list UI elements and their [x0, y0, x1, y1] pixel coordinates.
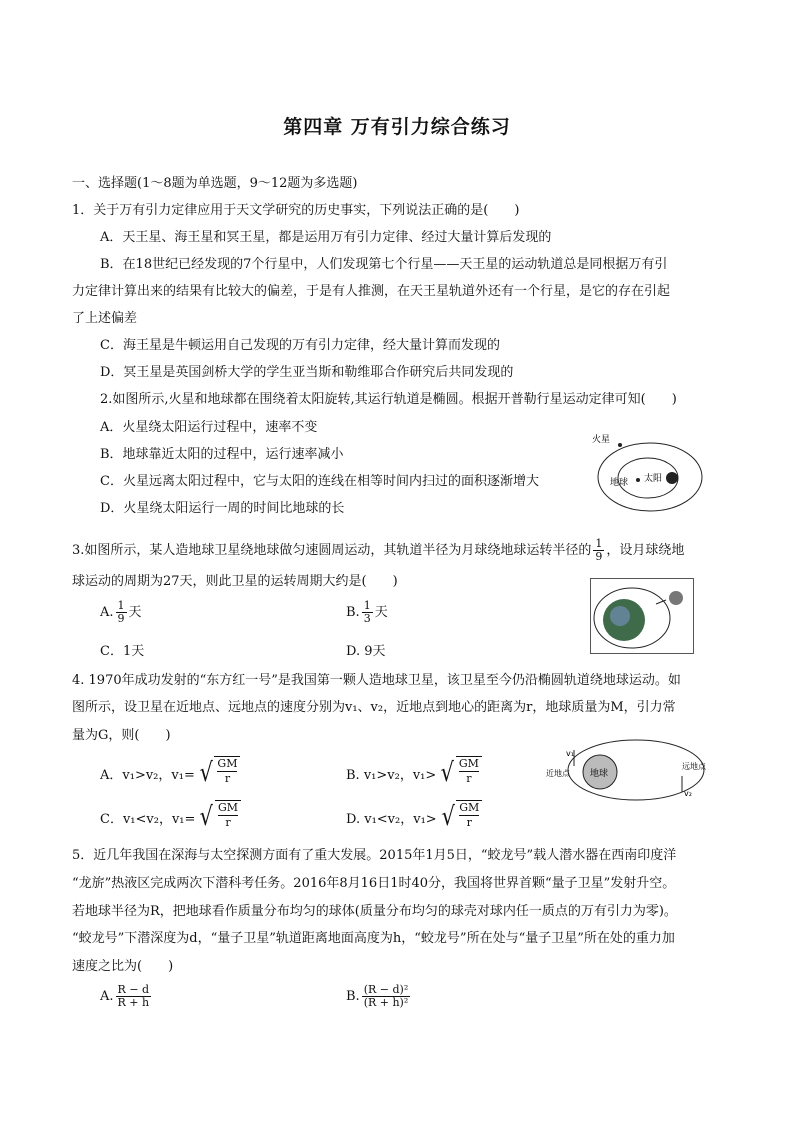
q3-stem-text-b: ，设月球绕地: [606, 543, 685, 558]
q5-a-den: R + h: [117, 996, 150, 1009]
earth-label: 地球: [590, 769, 609, 779]
q4-c-gm: GM: [217, 801, 239, 814]
q1-option-d: D．冥王星是英国剑桥大学的学生亚当斯和勒维耶合作研究后共同发现的: [100, 365, 514, 380]
q3-b-num: 1: [363, 599, 371, 612]
q3-option-b-frac: [362, 600, 373, 625]
q4-stem-line2: 图所示，设卫星在近地点、远地点的速度分别为v₁、v₂，近地点到地心的距离为r，地球质量为M，引力常: [72, 700, 676, 715]
q3-a-unit: 天: [128, 605, 142, 620]
q4-option-b: [346, 756, 482, 790]
q5-option-b-frac: [362, 984, 411, 1009]
mars-label: 火星: [592, 435, 611, 445]
far-point-label: 远地点: [682, 762, 706, 771]
q4-stem-line3: 量为G，则( ): [72, 728, 171, 743]
q3-a-num: 1: [117, 599, 125, 612]
sun-icon: [666, 472, 678, 484]
q3-b-den: 3: [363, 612, 371, 625]
q4-option-d-text: D. v₁<v₂，v₁>: [346, 811, 437, 827]
q4-option-b-text: B. v₁>v₂，v₁>: [346, 767, 437, 783]
q4-a-gm: GM: [217, 757, 238, 770]
q5-option-b: [346, 984, 412, 1009]
q3-option-b: [346, 600, 388, 625]
q3-fraction: [593, 538, 604, 563]
v1-label: v₁: [566, 749, 574, 758]
q5-option-a-label: A.: [100, 989, 114, 1004]
q5-line5: 速度之比为( ): [72, 959, 174, 974]
q4-b-r: r: [466, 772, 472, 785]
q5-option-a: [100, 984, 153, 1009]
q2-stem: 2.如图所示,火星和地球都在围绕着太阳旋转,其运行轨道是椭圆。根据开普勒行星运动定律可知( ): [100, 392, 677, 407]
earth-label: 地球: [610, 478, 629, 488]
q4-stem-line1: 4. 1970年成功发射的“东方红一号”是我国第一颗人造地球卫星，该卫星至今仍沿椭圆轨道绕地球运动。如: [72, 673, 681, 688]
q2-option-a: A．火星绕太阳运行过程中，速率不变: [100, 420, 318, 435]
q4-a-r: r: [224, 772, 231, 785]
q1-option-a: A．天王星、海王星和冥王星，都是运用万有引力定律、经过大量计算后发现的: [100, 230, 552, 245]
q1-option-b: B．在18世纪已经发现的7个行星中，人们发现第七个行星——天王星的运动轨道总是同根据万有引: [100, 257, 668, 272]
moon-icon: [669, 591, 683, 605]
elliptical-orbit-figure: [544, 736, 724, 806]
q3-stem-line1: [72, 538, 684, 563]
q5-a-num: R − d: [116, 984, 152, 997]
q5-option-a-frac: [116, 984, 152, 1009]
q1-option-b-cont2: 了上述偏差: [72, 311, 138, 326]
section-heading: 一、选择题(1～8题为单选题，9～12题为多选题): [72, 176, 358, 191]
q5-b-num: (R − d)²: [362, 984, 411, 997]
page-title: 第四章 万有引力综合练习: [283, 116, 511, 138]
q4-b-gm: GM: [458, 757, 479, 770]
q1-stem: 1．关于万有引力定律应用于天文学研究的历史事实，下列说法正确的是( ): [72, 203, 520, 218]
q3-option-a: [100, 600, 142, 625]
q4-option-a: [100, 756, 240, 790]
q4-d-gm: GM: [459, 801, 480, 814]
v2-label: v₂: [684, 789, 692, 798]
q2-option-b: B．地球靠近太阳的过程中，运行速率减小: [100, 447, 344, 462]
q3-option-c: C．1天: [100, 644, 145, 659]
q3-a-den: 9: [117, 612, 125, 625]
sun-label: 太阳: [644, 474, 663, 484]
q3-option-a-frac: [116, 600, 127, 625]
q3-option-d: D. 9天: [346, 644, 386, 659]
q5-line2: “龙旂”热液区完成两次下潜科考任务。2016年8月16日1时40分，我国将世界首颗“量子卫星”发射升空。: [72, 876, 676, 891]
q4-d-sqrt: √ GM r: [440, 800, 483, 834]
q3-stem-line2: 球运动的周期为27天，则此卫星的运转周期大约是( ): [72, 574, 398, 589]
mars-icon: [618, 443, 622, 447]
q5-line3: 若地球半径为R，把地球看作质量分布均匀的球体(质量分布均匀的球壳对球内任一质点的万有引力为零)。: [72, 904, 677, 919]
q3-stem-text-a: 3.如图所示，某人造地球卫星绕地球做匀速圆周运动，其轨道半径为月球绕地球运转半径的: [72, 543, 592, 558]
orbit-figure-mars-earth: [588, 425, 708, 515]
q4-option-d: [346, 800, 482, 834]
q4-a-sqrt: √ GM r: [198, 756, 241, 790]
q4-b-sqrt: √ GM r: [439, 756, 482, 790]
earth-icon: [636, 478, 640, 482]
q5-b-den: (R + h)²: [363, 996, 409, 1009]
q5-option-b-label: B.: [346, 989, 360, 1004]
q1-option-c: C．海王星是牛顿运用自己发现的万有引力定律，经大量计算而发现的: [100, 338, 500, 353]
satellite-orbit-figure: [590, 578, 694, 654]
q2-option-d: D．火星绕太阳运行一周的时间比地球的长: [100, 501, 345, 516]
q4-d-r: r: [466, 816, 472, 829]
q4-option-c: [100, 800, 241, 834]
near-point-label: 近地点: [546, 769, 570, 778]
q4-c-r: r: [225, 816, 231, 829]
earth-ocean: [610, 606, 630, 626]
q3-option-b-label: B.: [346, 605, 360, 620]
q4-option-a-text: A．v₁>v₂，v₁=: [100, 767, 195, 783]
q3-fraction-den: 9: [595, 550, 603, 563]
q5-line1: 5．近几年我国在深海与太空探测方面有了重大发展。2015年1月5日，“蛟龙号”载人潜水器在西南印度洋: [72, 848, 677, 863]
q4-c-sqrt: √ GM r: [198, 800, 241, 834]
q3-option-a-label: A.: [100, 605, 114, 620]
q5-line4: “蛟龙号”下潜深度为d，“量子卫星”轨道距离地面高度为h，“蛟龙号”所在处与“量子卫星”所在处的重力加: [72, 931, 675, 946]
q3-fraction-num: 1: [595, 537, 603, 550]
q2-option-c: C．火星远离太阳过程中，它与太阳的连线在相等时间内扫过的面积逐渐增大: [100, 474, 539, 489]
q3-b-unit: 天: [374, 605, 388, 620]
q1-option-b-cont: 力定律计算出来的结果有比较大的偏差，于是有人推测，在天王星轨道外还有一个行星，是它的存在引起: [72, 284, 671, 299]
q4-option-c-text: C．v₁<v₂，v₁=: [100, 811, 196, 827]
